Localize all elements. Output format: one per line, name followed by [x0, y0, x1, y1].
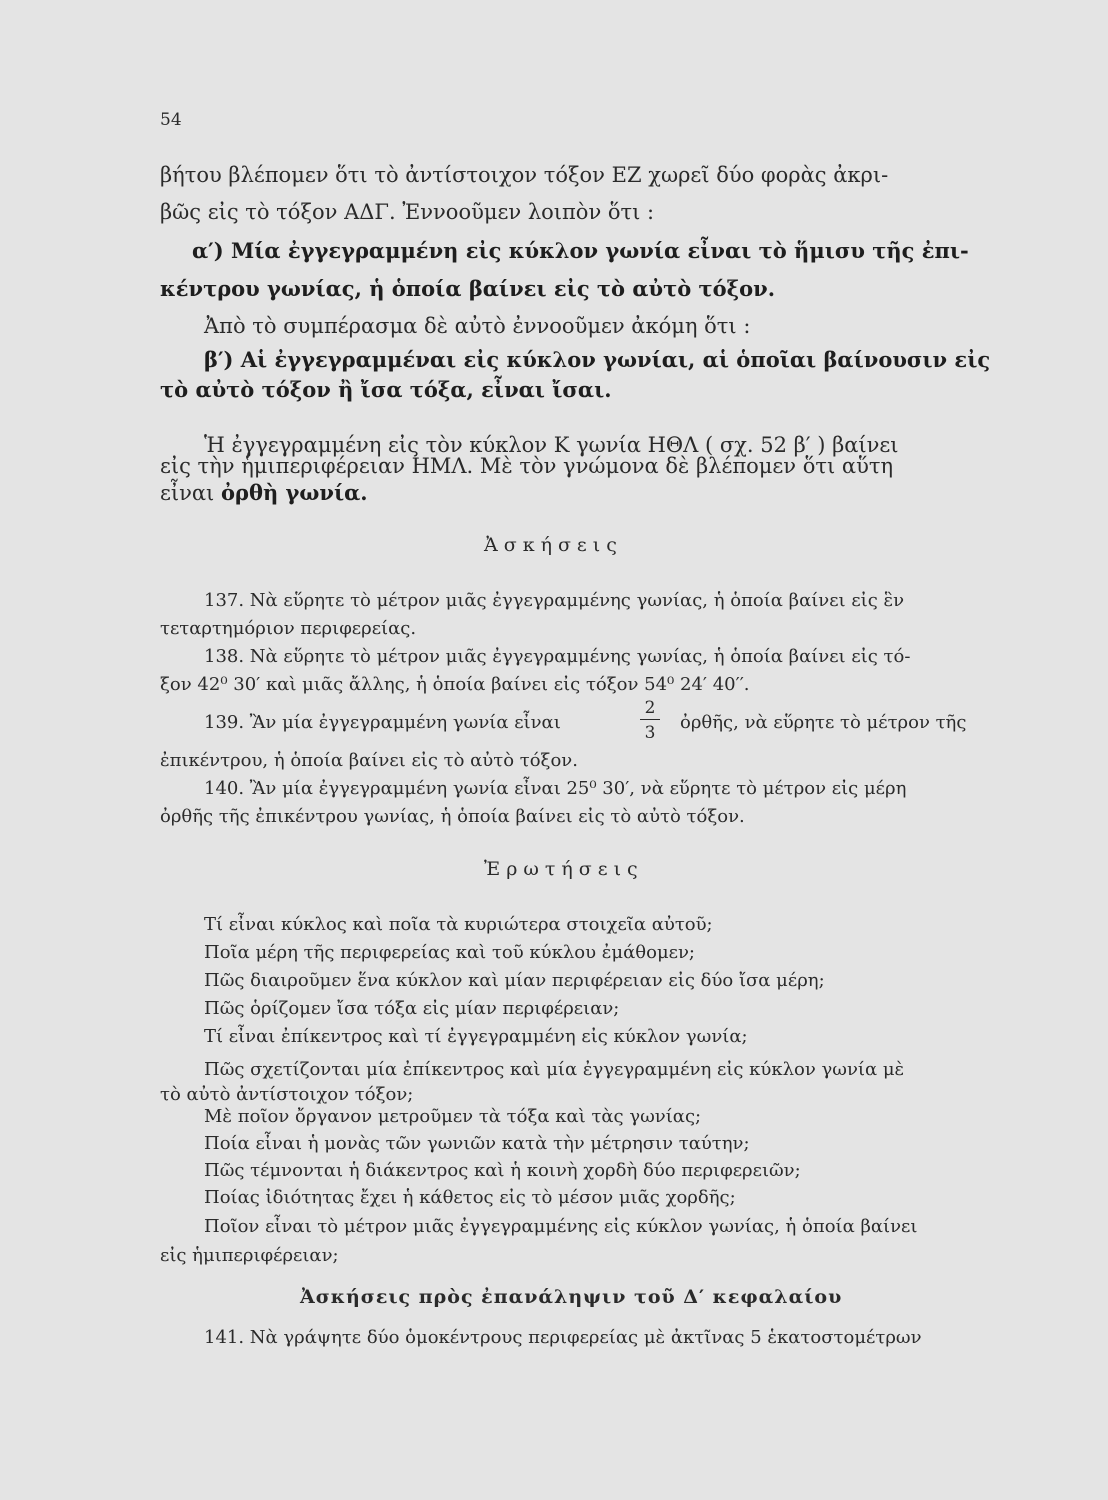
question-4: Πῶς ὁρίζομεν ἴσα τόξα εἰς μίαν περιφέρειαν;	[204, 998, 620, 1019]
intro-line-1: βήτου βλέπομεν ὅτι τὸ ἀντίστοιχον τόξον ΕΖ χωρεῖ δύο φορὰς ἀκρι-	[160, 163, 889, 187]
example-line-3	[160, 478, 368, 508]
example-end-plain: εἶναι	[160, 481, 221, 505]
example-line-2: εἰς τὴν ἡμιπεριφέρειαν ΗΜΛ. Μὲ τὸν γνώμονα δὲ βλέπομεν ὅτι αὕτη	[160, 454, 894, 478]
review-heading: Ἀσκήσεις πρὸς ἐπανάληψιν τοῦ Δ′ κεφαλαίου	[300, 1286, 843, 1308]
question-6-line-2: τὸ αὐτὸ ἀντίστοιχον τόξον;	[160, 1084, 414, 1105]
question-8: Ποία εἶναι ἡ μονὰς τῶν γωνιῶν κατὰ τὴν μέτρησιν ταύτην;	[204, 1133, 750, 1154]
exercise-139-pre: 139. Ἂν μία ἐγγεγραμμένη γωνία εἶναι	[204, 712, 561, 733]
question-1: Τί εἶναι κύκλος καὶ ποῖα τὰ κυριώτερα στοιχεῖα αὐτοῦ;	[204, 914, 713, 935]
exercise-141-line-1: 141. Νὰ γράψητε δύο ὁμοκέντρους περιφερείας μὲ ἀκτῖνας 5 ἑκατοστομέτρων	[204, 1327, 922, 1348]
fraction-bar	[640, 719, 660, 720]
question-11-line-2: εἰς ἡμιπεριφέρειαν;	[160, 1245, 339, 1266]
exercise-137-line-2: τεταρτημόριον περιφερείας.	[160, 618, 417, 639]
example-line-1: Ἡ ἐγγεγραμμένη εἰς τὸν κύκλον Κ γωνία ΗΘΛ ( σχ. 52 β′ ) βαίνει	[204, 433, 899, 457]
rule-b-line-1: β′) Αἱ ἐγγεγραμμέναι εἰς κύκλον γωνίαι, αἱ ὁποῖαι βαίνουσιν εἰς	[204, 347, 991, 372]
exercise-140-line-2: ὀρθῆς τῆς ἐπικέντρου γωνίας, ἡ ὁποία βαίνει εἰς τὸ αὐτὸ τόξον.	[160, 806, 745, 827]
rule-a-line-2: κέντρου γωνίας, ἡ ὁποία βαίνει εἰς τὸ αὐτὸ τόξον.	[160, 276, 776, 301]
questions-heading: Ἐρωτήσεις	[484, 858, 644, 880]
exercise-139-line-2: ἐπικέντρου, ἡ ὁποία βαίνει εἰς τὸ αὐτὸ τόξον.	[160, 750, 578, 771]
question-10: Ποίας ἰδιότητας ἔχει ἡ κάθετος εἰς τὸ μέσον μιᾶς χορδῆς;	[204, 1187, 736, 1208]
question-2: Ποῖα μέρη τῆς περιφερείας καὶ τοῦ κύκλου ἐμάθομεν;	[204, 942, 695, 963]
rule-a-line-1: α′) Μία ἐγγεγραμμένη εἰς κύκλον γωνία εἶναι τὸ ἥμισυ τῆς ἐπι-	[192, 238, 969, 263]
rule-b-line-2: τὸ αὐτὸ τόξον ἢ ἴσα τόξα, εἶναι ἴσαι.	[160, 377, 612, 402]
fraction-numerator: 2	[644, 698, 656, 718]
question-3: Πῶς διαιροῦμεν ἕνα κύκλον καὶ μίαν περιφέρειαν εἰς δύο ἴσα μέρη;	[204, 970, 825, 991]
question-11-line-1: Ποῖον εἶναι τὸ μέτρον μιᾶς ἐγγεγραμμένης εἰς κύκλον γωνίας, ἡ ὁποία βαίνει	[204, 1216, 918, 1237]
question-6-line-1: Πῶς σχετίζονται μία ἐπίκεντρος καὶ μία ἐγγεγραμμένη εἰς κύκλον γωνία μὲ	[204, 1059, 905, 1080]
exercise-138-line-1: 138. Νὰ εὕρητε τὸ μέτρον μιᾶς ἐγγεγραμμένης γωνίας, ἡ ὁποία βαίνει εἰς τό-	[204, 646, 911, 667]
exercise-137-line-1: 137. Νὰ εὕρητε τὸ μέτρον μιᾶς ἐγγεγραμμένης γωνίας, ἡ ὁποία βαίνει εἰς ἓν	[204, 590, 905, 611]
exercise-138-line-2: ξον 42⁰ 30′ καὶ μιᾶς ἄλλης, ἡ ὁποία βαίνει εἰς τόξον 54⁰ 24′ 40′′.	[160, 674, 750, 695]
exercise-139-post: ὀρθῆς, νὰ εὕρητε τὸ μέτρον τῆς	[680, 712, 967, 733]
page-number: 54	[160, 110, 182, 130]
conclusion-line: Ἀπὸ τὸ συμπέρασμα δὲ αὐτὸ ἐννοοῦμεν ἀκόμη ὅτι :	[204, 314, 751, 338]
question-5: Τί εἶναι ἐπίκεντρος καὶ τί ἐγγεγραμμένη εἰς κύκλον γωνία;	[204, 1026, 748, 1047]
question-9: Πῶς τέμνονται ἡ διάκεντρος καὶ ἡ κοινὴ χορδὴ δύο περιφερειῶν;	[204, 1160, 801, 1181]
question-7: Μὲ ποῖον ὄργανον μετροῦμεν τὰ τόξα καὶ τὰς γωνίας;	[204, 1106, 702, 1127]
fraction-denominator: 3	[644, 723, 656, 743]
example-end-bold: ὀρθὴ γωνία.	[220, 480, 368, 505]
exercises-heading: Ἀσκήσεις	[484, 534, 623, 556]
exercise-140-line-1: 140. Ἂν μία ἐγγεγραμμένη γωνία εἶναι 25⁰ 30′, νὰ εὕρητε τὸ μέτρον εἰς μέρη	[204, 778, 907, 799]
intro-line-2: βῶς εἰς τὸ τόξον ΑΔΓ. Ἐννοοῦμεν λοιπὸν ὅτι :	[160, 200, 655, 224]
